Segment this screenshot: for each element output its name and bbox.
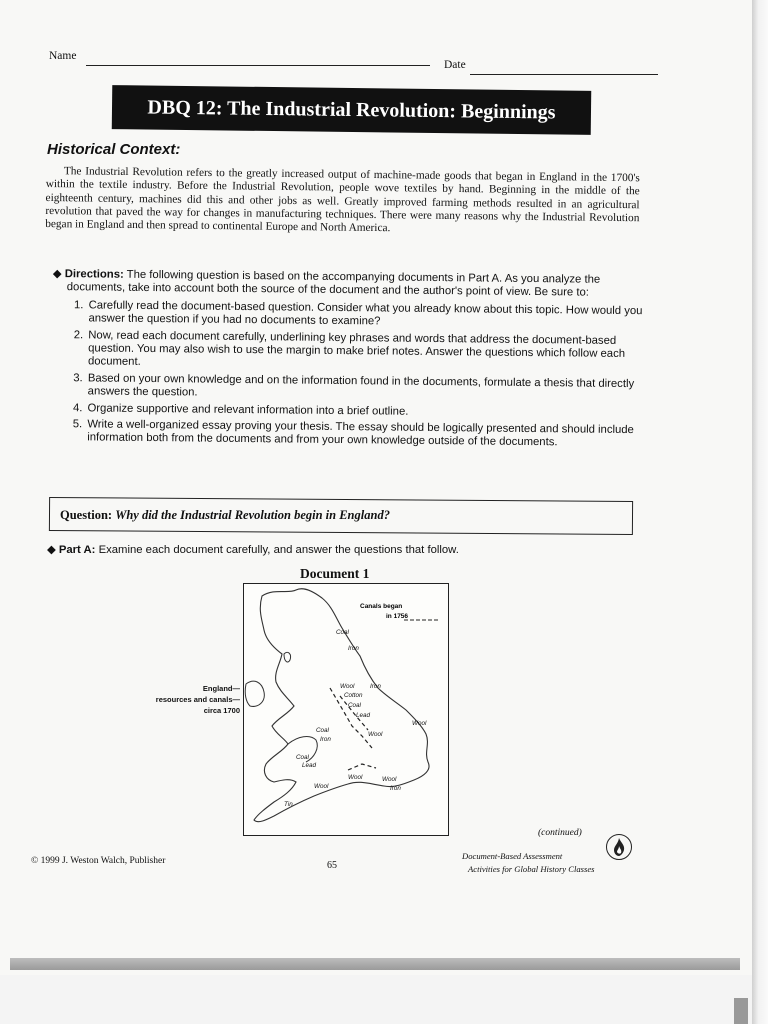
part-a-text: Examine each document carefully, and answer the questions that follow.: [98, 544, 459, 556]
directions-label: Directions:: [64, 268, 124, 281]
page-edge-shadow: [752, 0, 768, 1024]
historical-context-heading: Historical Context:: [47, 141, 181, 158]
ireland-coast: [245, 681, 264, 706]
page-number: 65: [327, 860, 337, 871]
map-label: Coal: [296, 754, 309, 761]
part-a-label: Part A:: [58, 544, 96, 556]
name-field-line[interactable]: [86, 65, 430, 66]
page-title: DBQ 12: The Industrial Revolution: Beginnings: [112, 85, 592, 135]
directions-step: 5. Write a well-organized essay proving your thesis. The essay should be logically presented and should include information both from the documents and from your own knowledge outside of the documents.: [85, 418, 651, 451]
map-label: Lead: [302, 762, 317, 769]
isle-of-man: [284, 652, 291, 662]
directions-step: 1. Carefully read the document-based question. Consider what you already know about this topic. How would you answer the question if you had no documents to examine?: [86, 299, 652, 332]
historical-context-text: The Industrial Revolution refers to the greatly increased output of machine-made goods that began in England in the 1700's within the textile industry. Before the Industrial Revolution, people wove textiles by hand. Beginning in the middle of the eighteenth century, machines did this and other jobs as well. Greatly improved farming methods resulted in an agricultural revolution that paved the way for changes in manufacturing techniques. There were many reasons why the Industrial Revolution began in England and then spread to continental Europe and North America.: [45, 165, 640, 235]
map-label: Coal: [316, 727, 329, 734]
map-label: Wool: [368, 731, 383, 738]
map-label: Coal: [348, 702, 361, 709]
publication-title-line: Activities for Global History Classes: [468, 864, 595, 874]
directions-intro: [53, 268, 653, 301]
canal-route: [348, 764, 376, 770]
britain-coastline: [254, 589, 429, 822]
part-a-instructions: [47, 543, 459, 556]
bullet-diamond-icon: ◆: [47, 544, 59, 556]
map-label: Wool: [340, 683, 355, 690]
map-caption-line: resources and canals—: [155, 695, 240, 704]
directions-step: 2. Now, read each document carefully, underlining key phrases and words that address the document-based question. You may also wish to use the margin to make brief notes. Answer the questions which follow each document.: [86, 329, 652, 375]
map-label: Wool: [412, 720, 427, 727]
map-label: Wool: [314, 783, 329, 790]
map-label: Iron: [320, 736, 331, 743]
question: [60, 508, 390, 523]
bullet-diamond-icon: ◆: [52, 268, 65, 281]
name-label: Name: [49, 50, 77, 62]
directions-text: The following question is based on the accompanying documents in Part A. As you analyze the documents, take into account both the source of the document and the author's point of view. Be sure to:: [66, 268, 601, 300]
map-label: Iron: [370, 683, 381, 690]
publication-title-line: Document-Based Assessment: [462, 851, 563, 861]
map-caption-line: circa 1700: [203, 706, 240, 715]
map-label: Coal: [336, 629, 349, 636]
background-below-page: [0, 975, 752, 1024]
england-resources-map: [243, 583, 449, 836]
scan-edge-strip: [10, 958, 740, 970]
canal-note-line: Canals began: [360, 603, 403, 610]
map-label: Wool: [348, 774, 363, 781]
map-label: Lead: [356, 712, 371, 719]
date-field-line[interactable]: [470, 74, 658, 75]
map-label: Iron: [348, 645, 359, 652]
canal-note-line: in 1756: [386, 613, 409, 620]
question-label: Question:: [60, 508, 113, 522]
date-label: Date: [444, 59, 466, 71]
directions-section: [51, 268, 653, 454]
map-label: Iron: [390, 785, 401, 792]
england-map-illustration: [244, 584, 448, 835]
directions-steps: [51, 299, 652, 451]
continued-note: (continued): [538, 828, 582, 838]
map-label: Wool: [382, 776, 397, 783]
map-caption-line: England—: [202, 684, 240, 693]
map-label: Cotton: [344, 692, 363, 699]
map-label: Tin: [284, 801, 293, 808]
directions-step: 4. Organize supportive and relevant information into a brief outline.: [85, 402, 651, 421]
copyright-notice: © 1999 J. Weston Walch, Publisher: [31, 856, 166, 866]
publisher-flame-logo-icon: [606, 834, 632, 860]
question-text: Why did the Industrial Revolution begin in England?: [115, 508, 390, 522]
document-1-title: Document 1: [300, 566, 370, 581]
directions-step: 3. Based on your own knowledge and on the information found in the documents, formulate a thesis that directly answers the question.: [86, 372, 652, 405]
map-caption: [130, 683, 240, 716]
scan-corner-mark: [734, 998, 748, 1024]
